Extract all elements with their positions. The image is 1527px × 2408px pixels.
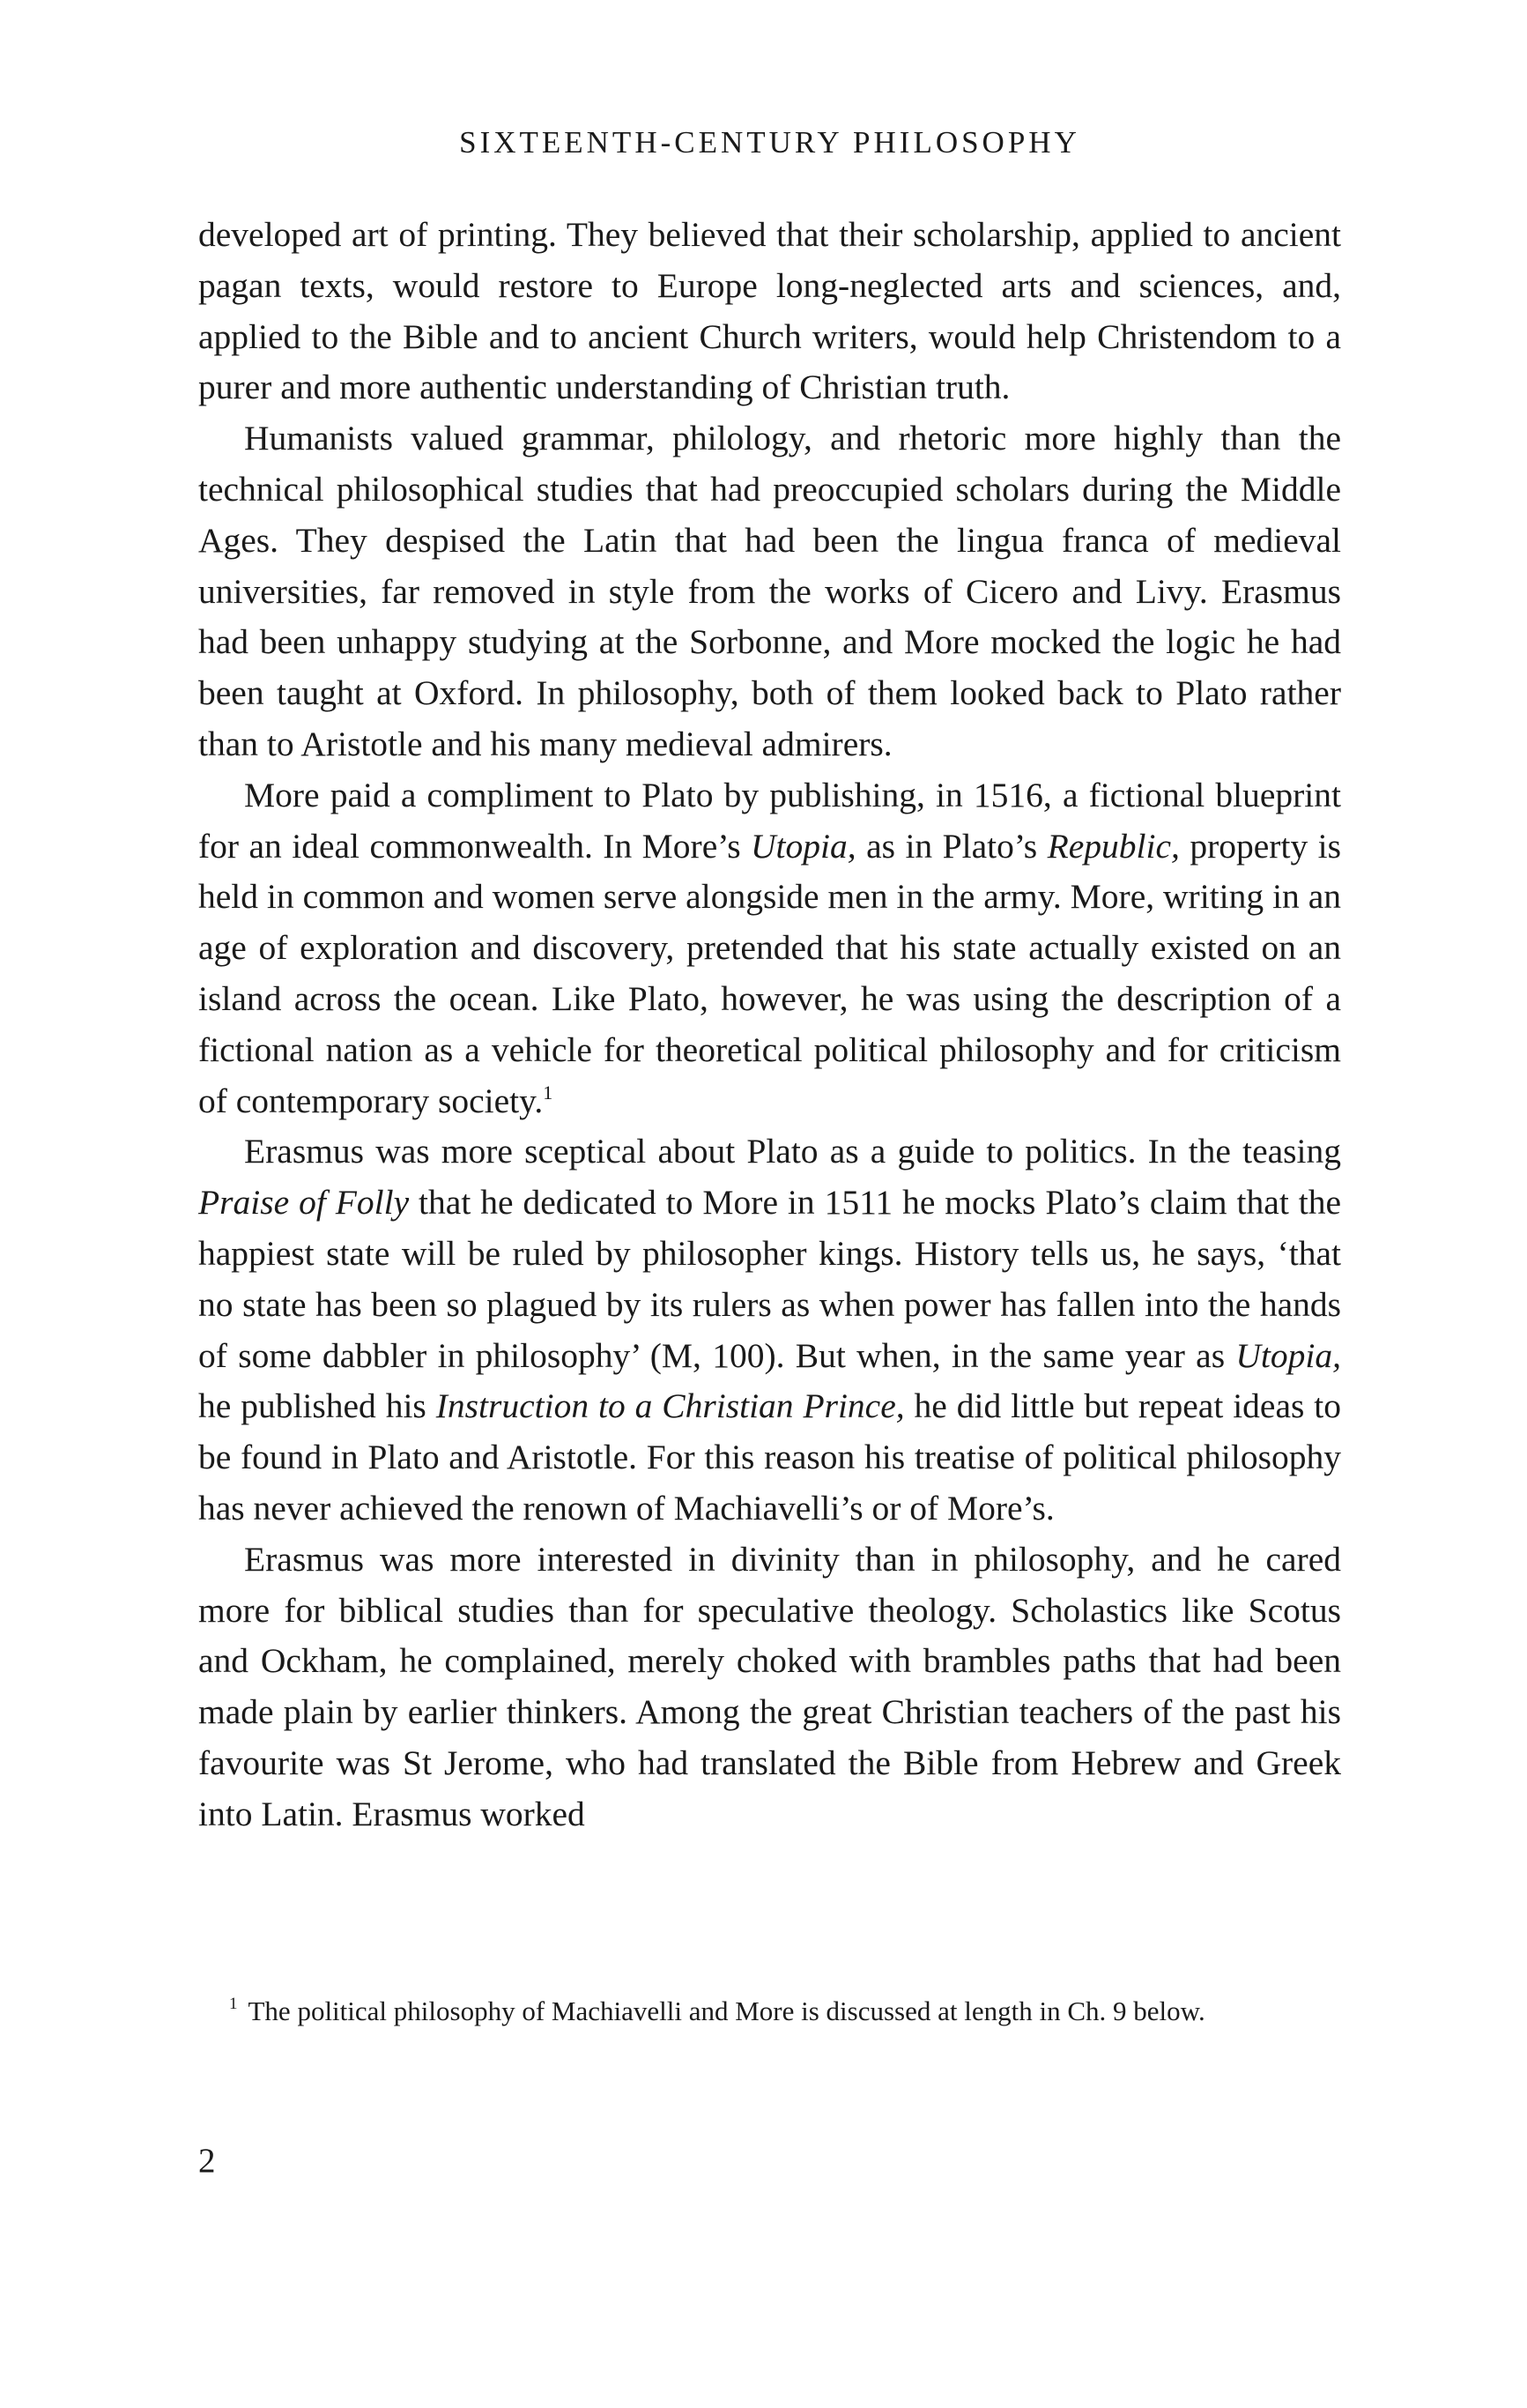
footnote-text: The political philosophy of Machiavelli and More is discussed at length in Ch. 9 below. <box>248 1996 1205 2026</box>
footnote-marker: 1 <box>229 1995 238 2013</box>
italic-title: Republic, <box>1047 826 1180 866</box>
paragraph <box>198 1535 1341 1840</box>
italic-title: Utopia, <box>1235 1335 1341 1375</box>
italic-title: Utopia, <box>751 826 856 866</box>
footnote-reference: 1 <box>543 1081 553 1104</box>
text-run: he did little but repeat ideas to be found in Plato and Aristotle. For this reason his treatise of political philosophy has never achieved the renown of Machiavelli’s or of More’s. <box>198 1386 1341 1527</box>
text-run: property is held in common and women serve alongside men in the army. More, writing in an age of exploration and discovery, pretended that his state actually existed on an island across the ocean. Like Plato, however, he was using the description of a fictional nation as a vehicle for theoretical political philosophy and for criticism of contemporary society. <box>198 826 1341 1120</box>
text-run: Erasmus was more interested in divinity than in philosophy, and he cared more for biblical studies than for speculative theology. Scholastics like Scotus and Ockham, he complained, merely choked with brambles paths that had been made plain by earlier thinkers. Among the great Christian teachers of the past his favourite was St Jerome, who had translated the Bible from Hebrew and Greek into Latin. Erasmus worked <box>198 1539 1341 1833</box>
text-run: that he dedicated to More in 1511 he mocks Plato’s claim that the happiest state will be ruled by philosopher kings. History tells us, he says, ‘that no state has been so plagued by its rulers as when power has fallen into the hands of some dabbler in philosophy’ (M, 100). But when, in the same year as <box>198 1183 1341 1375</box>
text-run: he published his <box>198 1386 436 1426</box>
text-run: Humanists valued grammar, philology, and rhetoric more highly than the technical philosophical studies that had preoccupied scholars during the Middle Ages. They despised the Latin that had been the lingua franca of medieval universities, far removed in style from the works of Cicero and Livy. Erasmus had been unhappy studying at the Sorbonne, and More mocked the logic he had been taught at Oxford. In philosophy, both of them looked back to Plato rather than to Aristotle and his many medieval admirers. <box>198 419 1341 763</box>
text-run: as in Plato’s <box>856 826 1048 866</box>
paragraph <box>198 413 1341 770</box>
footnote <box>198 1994 1341 2029</box>
paragraph <box>198 770 1341 1127</box>
paragraph <box>198 210 1341 413</box>
running-head: SIXTEENTH-CENTURY PHILOSOPHY <box>459 125 1080 160</box>
text-run: Erasmus was more sceptical about Plato as a guide to politics. In the teasing <box>244 1132 1341 1171</box>
italic-title: Praise of Folly <box>198 1183 410 1223</box>
page-number: 2 <box>198 2142 216 2180</box>
italic-title: Instruction to a Christian Prince, <box>435 1386 905 1426</box>
text-run: More paid a compliment to Plato by publishing, in 1516, a fictional blueprint for an ideal commonwealth. In More’s <box>198 775 1341 866</box>
body-text <box>198 210 1341 1840</box>
paragraph <box>198 1126 1341 1534</box>
text-run: developed art of printing. They believed that their scholarship, applied to ancient pagan texts, would restore to Europe long-neglected arts and sciences, and, applied to the Bible and to ancient Church writers, would help Christendom to a purer and more authentic understanding of Christian truth. <box>198 215 1341 407</box>
